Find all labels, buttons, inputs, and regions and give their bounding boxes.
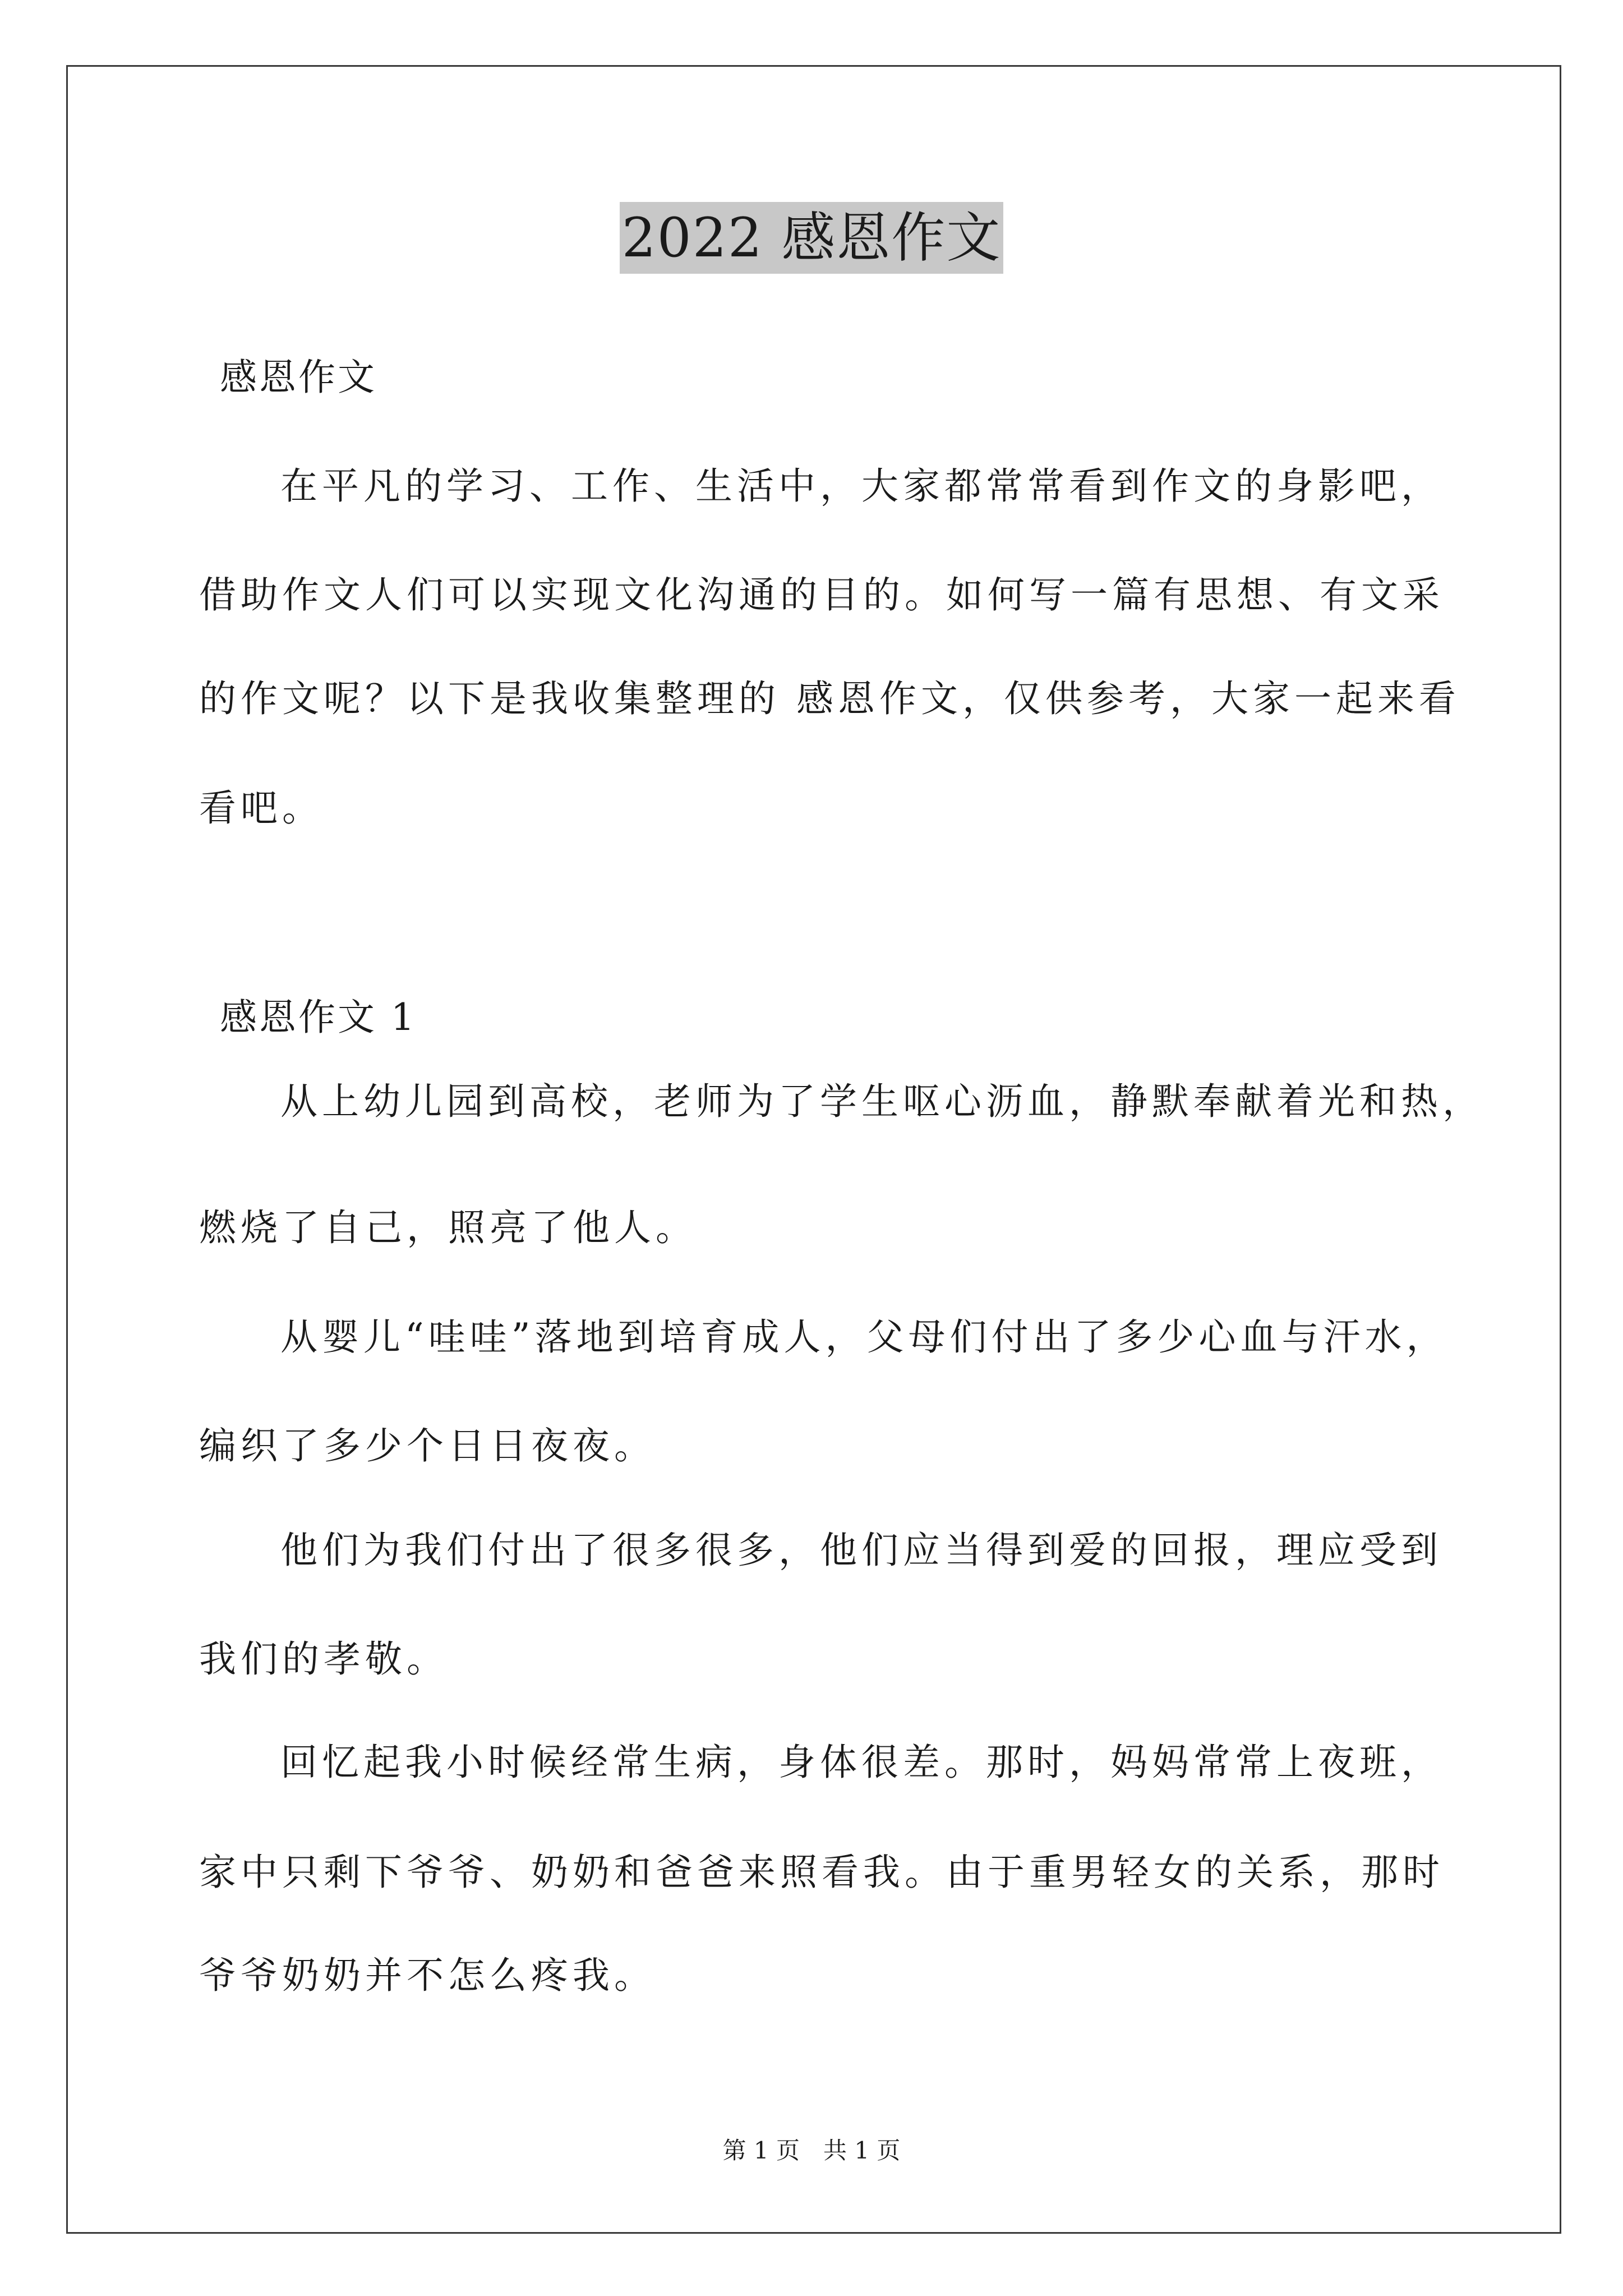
body-line-2: 燃烧了自己，照亮了他人。 [199,1206,697,1249]
body-line-8: 家中只剩下爷爷、奶奶和爸爸来照看我。由于重男轻女的关系，那时 [199,1851,1444,1894]
title-container [0,202,1623,274]
intro-line-1: 在平凡的学习、工作、生活中，大家都常常看到作文的身影吧， [280,464,1442,508]
body-line-6: 我们的孝敬。 [199,1637,448,1681]
body-line-7: 回忆起我小时候经常生病，身体很差。那时，妈妈常常上夜班， [280,1741,1442,1784]
body-line-1: 从上幼儿园到高校，老师为了学生呕心沥血，静默奉献着光和热， [280,1080,1484,1123]
body-line-5: 他们为我们付出了很多很多，他们应当得到爱的回报，理应受到 [280,1529,1442,1572]
intro-line-3: 的作文呢？以下是我收集整理的 感恩作文，仅供参考，大家一起来看 [199,677,1460,720]
section-heading: 感恩作文 1 [220,996,417,1039]
document-title: 2022 感恩作文 [620,202,1004,274]
intro-line-4: 看吧。 [199,786,324,830]
page-footer: 第 1 页 共 1 页 [722,2137,901,2164]
intro-line-2: 借助作文人们可以实现文化沟通的目的。如何写一篇有思想、有文采 [199,573,1444,616]
body-line-3: 从婴儿“哇哇”落地到培育成人，父母们付出了多少心血与汗水， [280,1315,1448,1359]
body-line-4: 编织了多少个日日夜夜。 [199,1424,656,1467]
intro-heading: 感恩作文 [220,356,377,399]
body-line-9: 爷爷奶奶并不怎么疼我。 [199,1954,656,1997]
